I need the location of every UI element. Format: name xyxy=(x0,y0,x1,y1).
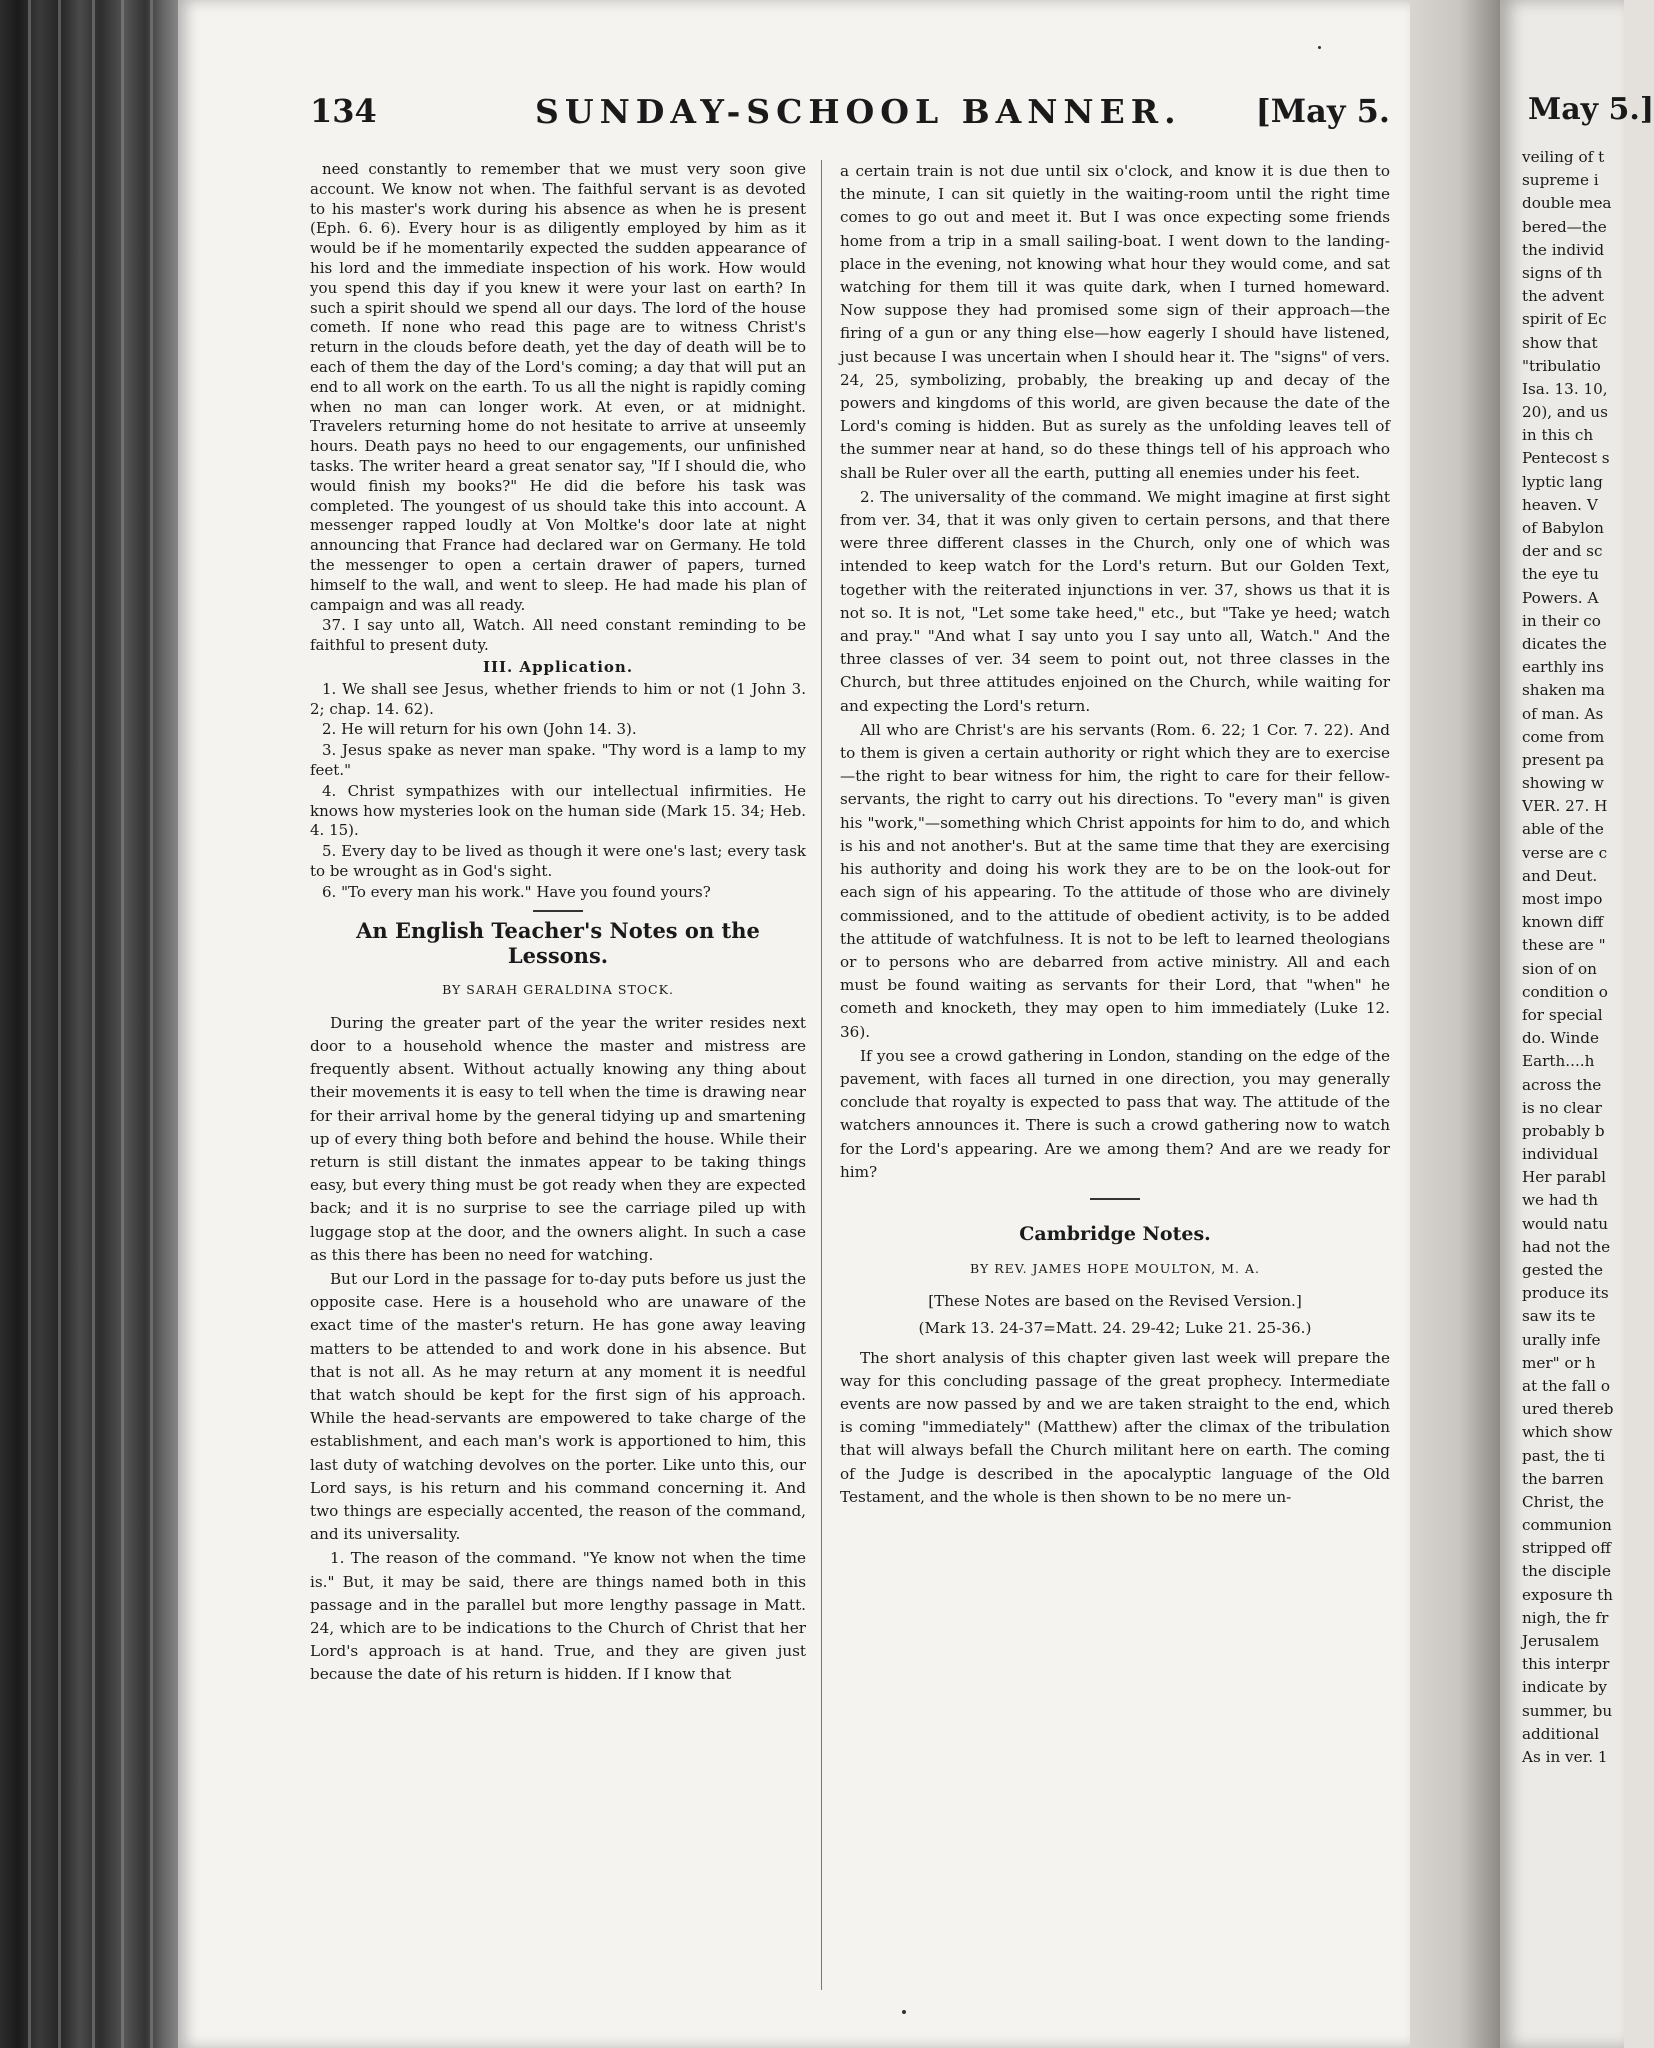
editorial-note: [These Notes are based on the Revised Version.] xyxy=(928,1292,1302,1311)
facing-text-line: der and sc xyxy=(1522,542,1603,561)
facing-text-line: these are " xyxy=(1522,936,1606,955)
facing-text-line: past, the ti xyxy=(1522,1446,1605,1465)
facing-text-line: communion xyxy=(1522,1516,1612,1535)
facing-text-line: the individ xyxy=(1522,240,1605,259)
facing-text-line: most impo xyxy=(1522,890,1603,908)
facing-text-line: supreme i xyxy=(1522,171,1599,190)
facing-text-line: show that xyxy=(1522,333,1598,352)
byline: BY REV. JAMES HOPE MOULTON, M. A. xyxy=(970,1260,1260,1276)
journal-title: SUNDAY-SCHOOL BANNER. xyxy=(535,92,1182,131)
article-title: Cambridge Notes. xyxy=(1019,1222,1211,1245)
facing-text-line: Isa. 13. 10, xyxy=(1522,379,1608,398)
facing-page-text xyxy=(1522,146,1613,1769)
facing-text-line: would natu xyxy=(1522,1214,1609,1233)
paragraph: If you see a crowd gathering in London, standing on the edge of the pavement, with faces all turned in one direction, you may generally conclude that royalty is expected to pass that way. The attitude of the watchers announces it. There is such a crowd gathering now to watch for the Lord's appearing. Are we among them? And are we ready for him? xyxy=(840,1046,1390,1181)
application-item: 2. He will return for his own (John 14. 3). xyxy=(322,720,637,739)
facing-text-line: signs of th xyxy=(1522,263,1603,282)
facing-text-line: shaken ma xyxy=(1522,681,1605,700)
separator-rule xyxy=(533,910,583,912)
facing-text-line: across the xyxy=(1522,1075,1602,1094)
facing-text-line: Her parabl xyxy=(1522,1168,1606,1187)
left-column xyxy=(310,160,806,1688)
ink-speck xyxy=(1318,46,1321,49)
facing-text-line: is no clear xyxy=(1522,1098,1602,1117)
commentary-continued xyxy=(310,160,806,902)
facing-text-line: 20), and us xyxy=(1522,403,1608,422)
paragraph: 2. The universality of the command. We might imagine at first sight from ver. 34, that it was only given to certain persons, and that there were three different classes in the Church, only one of which was intended to keep watch for the Lord's return. But our Golden Text, together with the reiterated injunctions in ver. 37, shows us that it is not so. It is not, "Let some take heed," etc., but "Take ye heed; watch and pray." "And what I say unto you I say unto all, Watch." And the three classes of ver. 34 seem to point out, not three classes in the Church, but three attitudes enjoined on the Church, while waiting for and expecting the Lord's return. xyxy=(840,487,1390,715)
page-header xyxy=(310,92,1390,142)
facing-text-line: individual xyxy=(1522,1145,1599,1164)
facing-text-line: probably b xyxy=(1522,1121,1605,1140)
facing-text-line: stripped off xyxy=(1522,1539,1611,1558)
article-title: An English Teacher's Notes on the Lessons. xyxy=(356,918,760,969)
facing-text-line: which show xyxy=(1522,1423,1613,1442)
facing-text-line: known diff xyxy=(1522,913,1604,932)
facing-text-line: "tribulatio xyxy=(1522,356,1601,375)
facing-text-line: this interpr xyxy=(1522,1655,1610,1674)
facing-text-line: showing w xyxy=(1522,774,1604,793)
facing-text-line: the advent xyxy=(1522,287,1604,306)
facing-text-line: Jerusalem xyxy=(1522,1632,1600,1650)
application-item: 3. Jesus spake as never man spake. "Thy word is a lamp to my feet." xyxy=(310,741,806,779)
facing-text-line: Christ, the xyxy=(1522,1492,1604,1511)
facing-text-line: veiling of t xyxy=(1522,148,1605,166)
paragraph: During the greater part of the year the writer resides next door to a household whence the master and mistress are frequently absent. Without actually knowing any thing about their movements it is easy to tell when the time is drawing near for their arrival home by the general tidying up and smartening up of every thing both before and behind the house. While their return is still distant the inmates appear to be taking things easy, but every thing must be got ready when they are expected back; and it is no surprise to see the carriage piled up with luggage stop at the door, and the owners alight. In such a case as this there has been no need for watching. xyxy=(310,1013,806,1264)
facing-page xyxy=(1500,0,1654,2048)
paragraph: a certain train is not due until six o'clock, and know it is due then to the minute, I can sit quietly in the waiting-room until the right time comes to go out and meet it. But I was once expecting some friends home from a trip in a small sailing-boat. I went down to the landing-place in the evening, not knowing what hour they would come, and sat watching for them till it was quite dark, when I turned homeward. Now suppose they had promised some sign of their approach—the firing of a gun or any thing else—how eagerly I should have listened, just because I was uncertain when I should hear it. The "signs" of vers. 24, 25, symbolizing, probably, the breaking up and decay of the powers and kingdoms of this world, are given because the date of the Lord's coming is hidden. But as surely as the unfolding leaves tell of the summer near at hand, so do these things tell of his approach who shall be Ruler over all the earth, putting all enemies under his feet. xyxy=(840,162,1390,482)
facing-text-line: saw its te xyxy=(1522,1307,1596,1326)
facing-text-line: the eye tu xyxy=(1522,565,1599,584)
paragraph: need constantly to remember that we must very soon give account. We know not when. The faithful servant is as devoted to his master's work during his absence as when he is present (Eph. 6. 6). Every hour is as diligently employed by him as it would be if he momentarily expected the sudden appearance of his lord and the immediate inspection of his work. How would you spend this day if you knew it were your last on earth? In such a spirit should we spend all our days. The lord of the house cometh. If none who read this page are to witness Christ's return in the clouds before death, yet the day of death will be to each of them the day of the Lord's coming; a day that will put an end to all work on the earth. To us all the night is rapidly coming when no man can longer work. At even, or at midnight. Travelers returning home do not hesitate to arrive at unseemly hours. Death pays no heed to our engagements, our unfinished tasks. The writer heard a great senator say, "If I should die, who would finish my books?" He did die before his task was completed. The youngest of us should take this into account. A messenger rapped loudly at Von Moltke's door late at night announcing that France had declared war on Germany. He told the messenger to open a certain drawer of papers, turned himself to the wall, and went to sleep. He had made his plan of campaign and was all ready. xyxy=(310,160,806,614)
right-column xyxy=(840,160,1390,1510)
facing-text-line: As in ver. 1 xyxy=(1522,1747,1608,1766)
facing-text-line: dicates the xyxy=(1522,634,1607,653)
facing-text-line: at the fall o xyxy=(1522,1376,1611,1395)
scripture-reference: (Mark 13. 24-37=Matt. 24. 29-42; Luke 21. 25-36.) xyxy=(918,1319,1312,1338)
facing-text-line: Powers. A xyxy=(1522,588,1599,607)
application-item: 4. Christ sympathizes with our intellectual infirmities. He knows how mysteries look on the human side (Mark 15. 34; Heb. 4. 15). xyxy=(310,781,806,840)
facing-text-line: present pa xyxy=(1522,750,1605,769)
paragraph: 37. I say unto all, Watch. All need constant reminding to be faithful to present duty. xyxy=(310,616,806,655)
facing-text-line: exposure th xyxy=(1522,1585,1613,1604)
facing-text-line: spirit of Ec xyxy=(1522,310,1607,329)
issue-date: [May 5. xyxy=(1255,92,1390,130)
facing-text-line: earthly ins xyxy=(1522,658,1604,677)
facing-text-line: of Babylon xyxy=(1522,519,1604,537)
application-item: 5. Every day to be lived as though it were one's last; every task to be wrought as in God's sight. xyxy=(310,842,806,880)
facing-text-line: VER. 27. H xyxy=(1522,797,1608,816)
facing-text-line: additional xyxy=(1522,1724,1600,1743)
application-item: 1. We shall see Jesus, whether friends to him or not (1 John 3. 2; chap. 14. 62). xyxy=(310,679,806,718)
facing-text-line: in this ch xyxy=(1522,426,1594,445)
facing-text-line: come from xyxy=(1522,727,1605,746)
facing-text-line: gested the xyxy=(1522,1261,1604,1279)
facing-text-line: double mea xyxy=(1522,194,1612,213)
facing-text-line: sion of on xyxy=(1522,959,1597,978)
facing-text-line: urally infe xyxy=(1522,1330,1601,1349)
facing-text-line: indicate by xyxy=(1522,1678,1607,1697)
paragraph: All who are Christ's are his servants (Rom. 6. 22; 1 Cor. 7. 22). And to them is given a certain authority or right which they are to exercise—the right to bear witness for him, the right to care for their fellow-servants, the right to carry out his directions. To "every man" is given his "work,"—something which Christ appoints for him to do, and which is his and not another's. But at the same time that they are exercising his authority and doing his work they are to be on the look-out for each sign of his appearing. To the attitude of those who are divinely commissioned, and to the attitude of obedient activity, is to be added the attitude of watchfulness. It is not to be left to learned theologians or to persons who are debarred from active ministry. All and each must be found waiting as servants for their Lord, that "when" he cometh and knocketh, they may open to him immediately (Luke 12. 36). xyxy=(840,720,1390,1041)
facing-text-line: able of the xyxy=(1522,820,1604,839)
facing-text-line: heaven. V xyxy=(1522,495,1598,514)
facing-text-line: lyptic lang xyxy=(1522,472,1603,491)
page-gutter xyxy=(1410,0,1500,2048)
facing-text-line: Pentecost s xyxy=(1522,449,1610,468)
facing-text-line: the barren xyxy=(1522,1469,1604,1488)
paragraph: The short analysis of this chapter given last week will prepare the way for this concluding passage of the great prophecy. Intermediate events are now passed by and we are taken straight to the end, which is coming "immediately" (Matthew) after the climax of the tribulation that will always befall the Church militant here on earth. The coming of the Judge is described in the apocalyptic language of the Old Testament, and the whole is then shown to be no mere un- xyxy=(840,1348,1390,1506)
facing-text-line: and Deut. xyxy=(1522,866,1598,885)
application-item: 6. "To every man his work." Have you found yours? xyxy=(322,882,711,901)
facing-text-line: ured thereb xyxy=(1522,1400,1614,1419)
book-binding xyxy=(0,0,180,2048)
facing-text-line: verse are c xyxy=(1522,843,1608,862)
facing-text-line: for special xyxy=(1522,1005,1603,1024)
facing-text-line: produce its xyxy=(1522,1284,1609,1303)
facing-text-line: the disciple xyxy=(1522,1562,1612,1581)
facing-text-line: had not the xyxy=(1522,1237,1611,1256)
column-divider xyxy=(821,160,822,1990)
facing-text-line: nigh, the fr xyxy=(1522,1608,1609,1627)
paragraph: But our Lord in the passage for to-day puts before us just the opposite case. Here is a household who are unaware of the exact time of the master's return. He has gone away leaving matters to be attended to and work done in his absence. But that is not all. As he may return at any moment it is needful that watch should be kept for the first sign of his approach. While the head-servants are empowered to take charge of the establishment, and each man's work is apportioned to him, this last duty of watching devolves on the porter. Like unto this, our Lord says, is his return and his command concerning it. And two things are especially accented, the reason of the command, and its universality. xyxy=(310,1269,806,1544)
facing-text-line: do. Winde xyxy=(1522,1029,1599,1048)
ink-speck xyxy=(902,2010,906,2014)
facing-page-header: May 5.] xyxy=(1528,92,1654,127)
facing-text-line: in their co xyxy=(1522,611,1601,630)
facing-text-line: Earth....h xyxy=(1522,1052,1595,1071)
facing-text-line: of man. As xyxy=(1522,704,1604,723)
facing-text-line: bered—the xyxy=(1522,217,1607,236)
separator-rule xyxy=(1090,1198,1140,1200)
byline: BY SARAH GERALDINA STOCK. xyxy=(442,982,674,998)
facing-text-line: mer" or h xyxy=(1522,1353,1596,1372)
facing-text-line: summer, bu xyxy=(1522,1701,1613,1720)
magazine-page xyxy=(178,0,1410,2048)
facing-text-line: condition o xyxy=(1522,982,1608,1001)
paragraph: 1. The reason of the command. "Ye know not when the time is." But, it may be said, there are things named both in this passage and in the parallel but more lengthy passage in Matt. 24, which are to be indications to the Church of Christ that her Lord's approach is at hand. True, and they are given just because the date of his return is hidden. If I know that xyxy=(310,1549,806,1684)
page-number: 134 xyxy=(310,92,377,130)
section-heading: III. Application. xyxy=(482,657,634,676)
facing-text-line: we had th xyxy=(1522,1191,1599,1210)
